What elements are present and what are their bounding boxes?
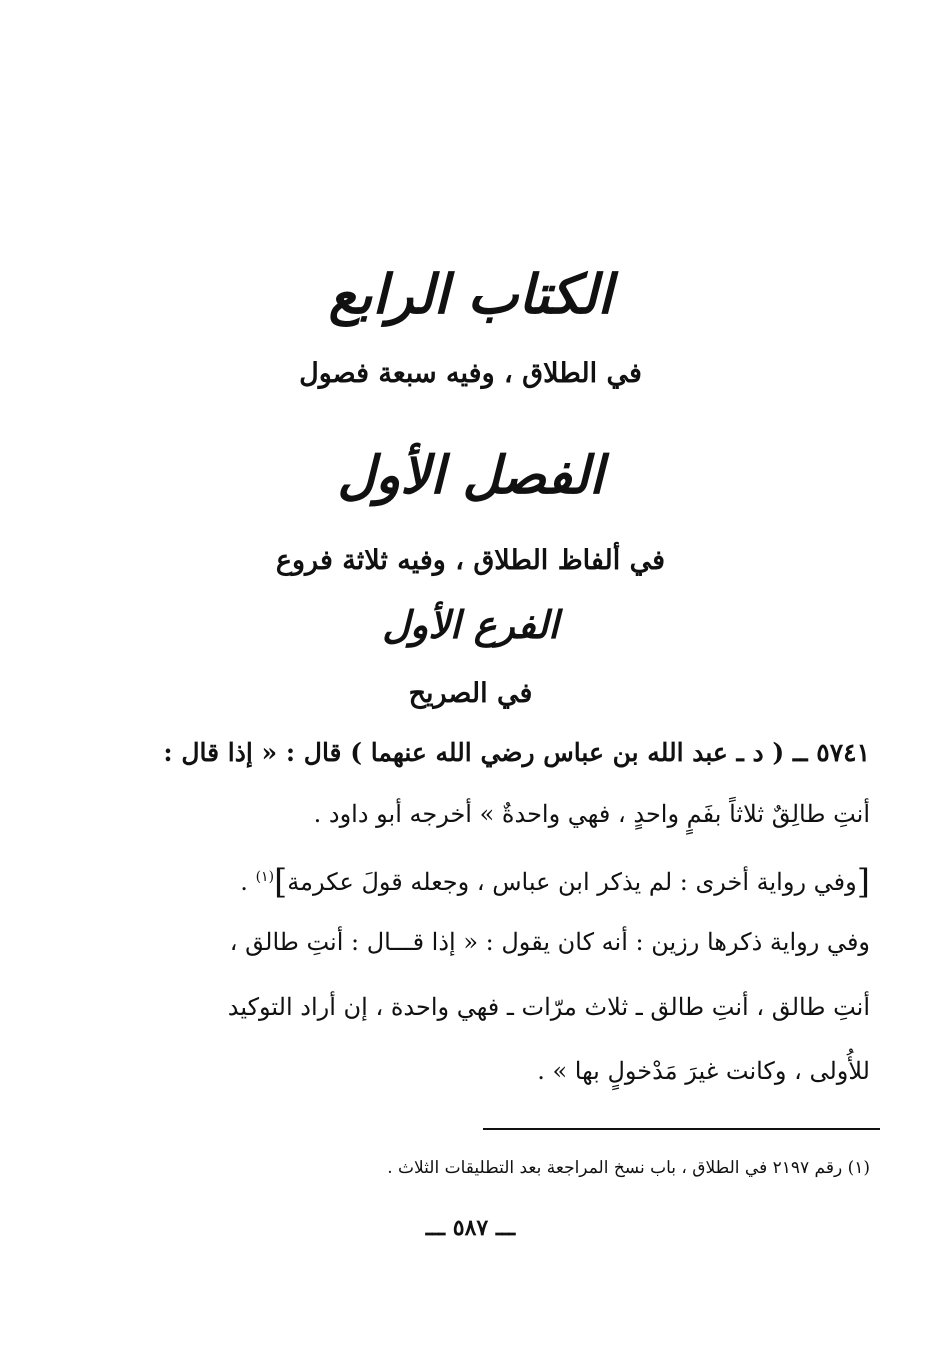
- chapter-subtitle: في ألفاظ الطلاق ، وفيه ثلاثة فروع: [275, 545, 666, 576]
- hadith-number: ٥٧٤١: [816, 738, 870, 767]
- chapter-title: الفصل الأول: [337, 445, 604, 506]
- variant-narration-1: [130, 862, 870, 903]
- page-number: ـــ ٥٨٧ ـــ: [425, 1215, 516, 1241]
- footnote-divider: [483, 1128, 880, 1130]
- section-title: في الصريح: [408, 678, 533, 709]
- hadith-line-1: [130, 738, 870, 768]
- close-bracket: ]: [274, 862, 288, 902]
- footnote-ref[interactable]: (١): [255, 869, 275, 885]
- book-subtitle: في الطلاق ، وفيه سبعة فصول: [299, 358, 642, 389]
- variant-2-line-1: وفي رواية ذكرها رزين : أنه كان يقول : « إذا قـــال : أنتِ طالق ،: [229, 928, 870, 956]
- book-title: الكتاب الرابع: [328, 262, 613, 326]
- hadith-line-2: أنتِ طالِقٌ ثلاثاً بفَمٍ واحدٍ ، فهي واحدةٌ » أخرجه أبو داود .: [313, 800, 870, 828]
- branch-title: الفرع الأول: [382, 602, 559, 647]
- footnote: (١) رقم ٢١٩٧ في الطلاق ، باب نسخ المراجعة بعد التطليقات الثلاث .: [387, 1158, 870, 1178]
- open-bracket: [: [856, 862, 870, 902]
- variant-1-text: وفي رواية أخرى : لم يذكر ابن عباس ، وجعله قولَ عكرمة: [287, 868, 857, 896]
- hadith-line-1-text: ــ ( د ـ عبد الله بن عباس رضي الله عنهما ) قال : « إذا قال :: [163, 738, 808, 767]
- variant-1-end: .: [240, 868, 248, 896]
- variant-2-line-3: للأُولى ، وكانت غيرَ مَدْخولٍ بها » .: [537, 1057, 870, 1085]
- variant-2-line-2: أنتِ طالق ، أنتِ طالق ـ ثلاث مرّات ـ فهي واحدة ، إن أراد التوكيد: [227, 993, 870, 1021]
